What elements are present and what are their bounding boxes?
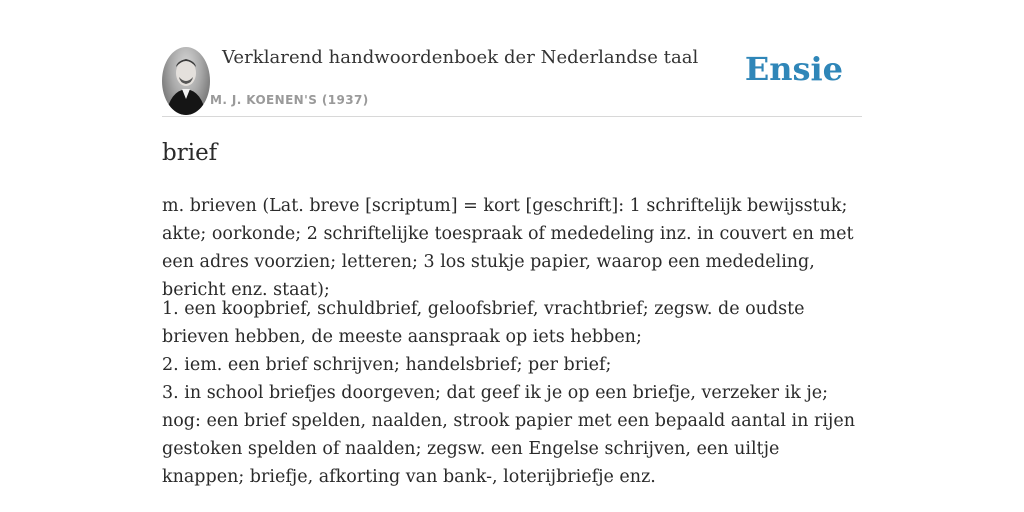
entry-definition: m. brieven (Lat. breve [scriptum] = kort [geschrift]: 1 schriftelijk bewijsstuk; akte; oorkonde; 2 schriftelijke toespraak of mededeling inz. in couvert en met een adres voorzien; letteren; 3 los stukje papier, waarop een mededeling, bericht enz. staat); [162, 196, 854, 300]
author-portrait [162, 47, 210, 115]
sense-item-2: 2. iem. een brief schrijven; handelsbrief; per brief; [162, 355, 612, 375]
sense-item-3: 3. in school briefjes doorgeven; dat geef ik je op een briefje, verzeker ik je; nog: een brief spelden, naalden, strook papier met een bepaald aantal in rijen gestoken spelden of naalden; zegsw. een Engelse schrijven, een uiltje knappen; briefje, afkorting van bank-, loterijbriefje enz. [162, 383, 855, 487]
entry-senses [162, 295, 862, 491]
entry-card [162, 0, 862, 512]
dictionary-author: M. J. KOENEN'S (1937) [210, 93, 369, 107]
dictionary-header [162, 40, 862, 117]
dictionary-title: Verklarend handwoordenboek der Nederlandse taal [222, 47, 699, 68]
sense-item-1: 1. een koopbrief, schuldbrief, geloofsbrief, vrachtbrief; zegsw. de oudste brieven hebben, de meeste aanspraak op iets hebben; [162, 299, 805, 347]
ensie-logo-link[interactable]: Ensie [744, 50, 843, 88]
entry-headword: brief [162, 140, 218, 166]
